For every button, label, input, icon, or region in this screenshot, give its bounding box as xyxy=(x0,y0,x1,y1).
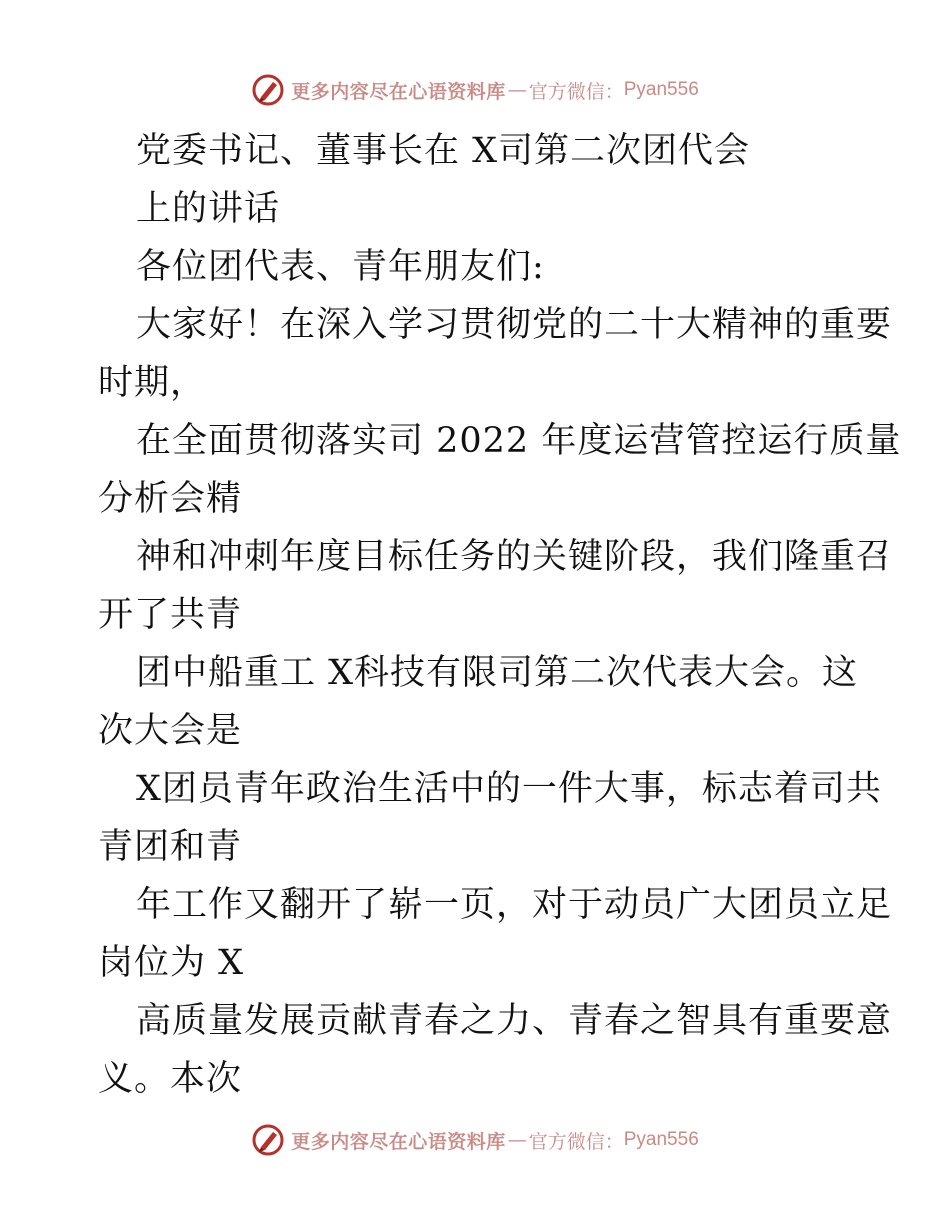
footer-watermark-banner xyxy=(0,1120,950,1160)
paragraph-line: 时期， xyxy=(98,363,207,403)
paragraph-line: 大家好！在深入学习贯彻党的二十大精神的重要 xyxy=(136,305,893,345)
promo-text: 更多内容尽在心语资料库 xyxy=(291,1130,506,1153)
paragraph-line: 神和冲刺年度目标任务的关键阶段，我们隆重召 xyxy=(136,537,893,577)
pen-logo-icon xyxy=(251,1123,285,1157)
paragraph-line: 次大会是 xyxy=(98,711,243,751)
title-line-1: 党委书记、董事长在 X司第二次团代会 xyxy=(136,131,751,171)
paragraph-line: 高质量发展贡献青春之力、青春之智具有重要意 xyxy=(136,1001,893,1041)
title-line-2: 上的讲话 xyxy=(136,189,281,229)
paragraph-line: 年工作又翻开了崭一页，对于动员广大团员立足 xyxy=(136,885,893,925)
paragraph-line: 团中船重工 X科技有限司第二次代表大会。这 xyxy=(136,653,859,693)
promo-text: 更多内容尽在心语资料库 xyxy=(291,80,506,103)
wechat-label: 官方微信： xyxy=(528,80,624,103)
header-watermark-banner xyxy=(0,70,950,110)
paragraph-line: 在全面贯彻落实司 2022 年度运营管控运行质量 xyxy=(136,421,902,461)
paragraph-line: 义。本次 xyxy=(98,1059,243,1099)
paragraph-line: X团员青年政治生活中的一件大事，标志着司共 xyxy=(136,769,882,809)
banner-separator: — xyxy=(507,1129,527,1151)
wechat-id: Pyan556 xyxy=(623,79,699,100)
pen-logo-icon xyxy=(251,73,285,107)
wechat-label: 官方微信： xyxy=(528,1130,624,1153)
banner-separator: — xyxy=(507,79,527,101)
paragraph-line: 岗位为 X xyxy=(98,943,245,983)
salutation-line: 各位团代表、青年朋友们: xyxy=(136,247,545,287)
paragraph-line: 分析会精 xyxy=(98,479,243,519)
paragraph-line: 开了共青 xyxy=(98,595,243,635)
paragraph-line: 青团和青 xyxy=(98,827,243,867)
document-body xyxy=(98,122,902,1108)
wechat-id: Pyan556 xyxy=(623,1129,699,1150)
